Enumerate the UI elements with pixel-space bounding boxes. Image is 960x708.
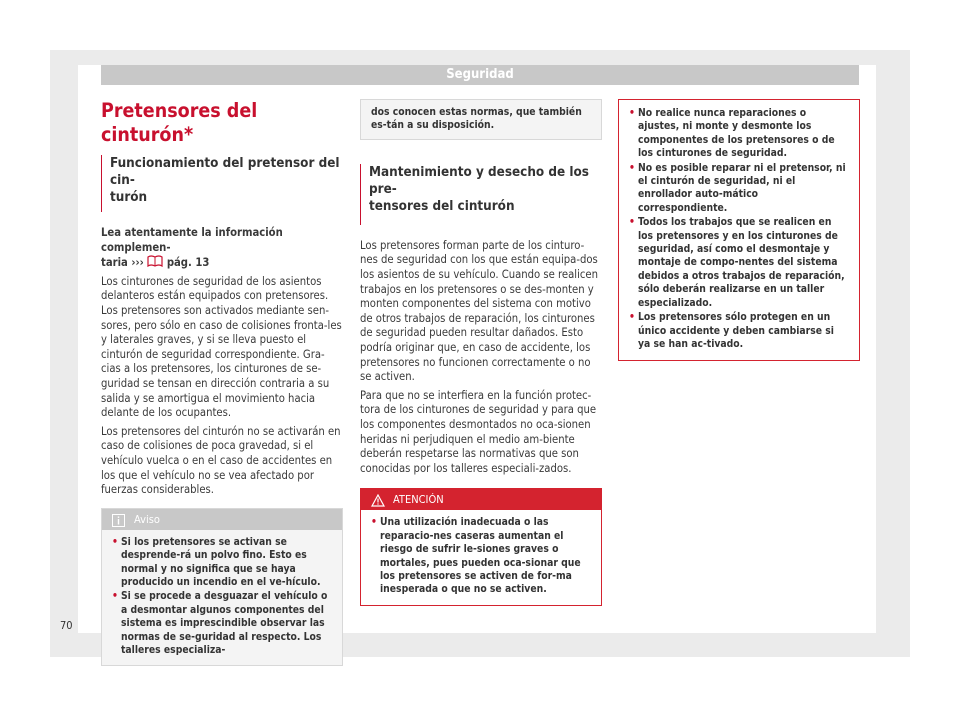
warning-item: • No realice nunca reparaciones o ajustes, ni monte y desmonte los componentes de los pretensores o de los cinturones de seguridad.: [629, 107, 849, 161]
warning-item: • Todos los trabajos que se realicen en los pretensores y en los cinturones de seguridad, así como el desmontaje y montaje de compo-nentes del sistema debidos a otros trabajos de reparación, sólo deberán realizarse en un taller especializado.: [629, 216, 849, 310]
column-3: [618, 99, 860, 361]
page-number: 70: [60, 619, 73, 632]
warning-body: [361, 510, 601, 604]
section-subtitle: Funcionamiento del pretensor del cin- turón: [110, 156, 340, 205]
paragraph: Los cinturones de seguridad de los asientos delanteros están equipados con pretensores. Los pretensores son activados mediante sen-sores, pero sólo en caso de colisiones fronta-les y laterales graves, y si se lleva puesto el cinturón de seguridad correspondiente. Gra-cias a los pretensores, los cinturones de se-guridad se tensan en dirección contraria a su salida y se amortigua el movimiento hacia delante de los ocupantes.: [101, 274, 342, 420]
info-icon: [112, 513, 125, 526]
warning-item: • No es posible reparar ni el pretensor, ni el cinturón de seguridad, ni el enrollador auto-mático correspondiente.: [629, 162, 849, 216]
note-box: [101, 508, 343, 667]
section-subtitle: Mantenimiento y desecho de los pre- tensores del cinturón: [360, 164, 602, 225]
note-box-continued: [360, 99, 602, 140]
reference-line: [101, 226, 343, 271]
paragraph: Los pretensores del cinturón no se activarán en caso de colisiones de poca gravedad, si el vehículo vuelca o en el caso de accidentes en los que el vehículo no se vea afectado por fuerzas considerables.: [101, 424, 341, 497]
subtitle-block: [101, 155, 343, 212]
page-title: Pretensores del cinturón*: [101, 99, 258, 146]
warning-header: [361, 489, 601, 510]
warning-icon: [371, 493, 384, 506]
section-header: Seguridad: [101, 65, 859, 85]
note-label: Aviso: [134, 512, 160, 526]
paragraph: Para que no se interfiera en la función protec-tora de los cinturones de seguridad y para que los componentes desmontados no oca-sionen heridas ni perjudiquen el medio am-biente deberán respetarse las normativas que son conocidas por los talleres especiali-zados.: [360, 388, 597, 475]
note-body: [102, 530, 342, 666]
warning-label: ATENCIÓN: [393, 493, 444, 507]
paragraph: Los pretensores forman parte de los cinturo-nes de seguridad con los que están equipa-dos los asientos de su vehículo. Cuando se realicen trabajos en los pretensores o se des-monten y monten componentes del sistema con motivo de otros trabajos de reparación, los cinturones de seguridad pueden resultar dañados. Esto podría originar que, en caso de accidente, los pretensores no funcionen correctamente o no se activen.: [360, 238, 598, 384]
warning-box-continued: [618, 99, 860, 361]
book-icon: [147, 255, 163, 267]
reference-page-link[interactable]: pág. 13: [166, 256, 210, 270]
column-1: [101, 99, 343, 666]
warning-box: [360, 488, 602, 605]
reference-text: Lea atentamente la información complemen- taria: [101, 226, 283, 270]
reference-arrows: ›››: [131, 256, 144, 270]
column-2: [360, 99, 602, 606]
warning-item: • Los pretensores sólo protegen en un único accidente y deben cambiarse si ya se han ac-tivado.: [629, 311, 849, 351]
note-item: • Si se procede a desguazar el vehículo o a desmontar algunos componentes del sistema es imprescindible observar las normas de se-guridad al respecto. Los talleres especializa-: [112, 590, 332, 657]
note-item: • Si los pretensores se activan se desprende-rá un polvo fino. Esto es normal y no significa que se haya producido un incendio en el ve-hículo.: [112, 536, 332, 590]
note-header: [102, 509, 342, 530]
warning-continued-body: [619, 100, 859, 360]
warning-item: • Una utilización inadecuada o las reparacio-nes caseras aumentan el riesgo de sufrir le-siones graves o mortales, pues pueden oca-sionar que los pretensores se activen de for-ma inesperada o que no se activen.: [371, 516, 591, 596]
note-continued-body: dos conocen estas normas, que también es-tán a su disposición.: [361, 100, 601, 139]
